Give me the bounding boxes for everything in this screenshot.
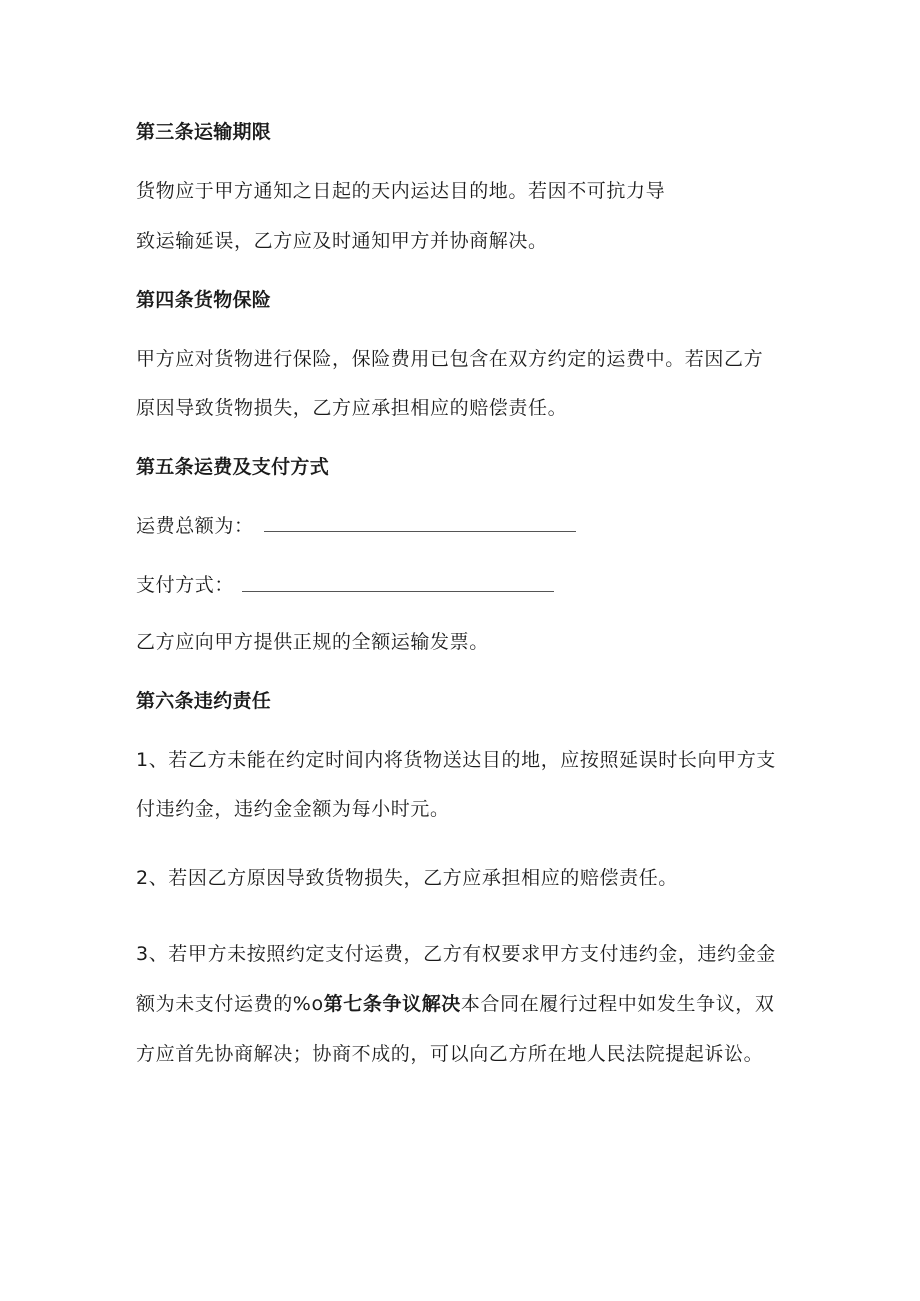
freight-total-blank [264,531,576,532]
liability-item-3-line-1: 3、若甲方未按照约定支付运费，乙方有权要求甲方支付违约金，违约金金 [136,943,776,965]
article-3-text-line-2: 致运输延误，乙方应及时通知甲方并协商解决。 [136,230,548,252]
liability-item-3-line-2-start: 额为未支付运费的%o [136,993,324,1015]
article-5-heading: 第五条运费及支付方式 [136,456,330,478]
liability-item-1-line-1: 1、若乙方未能在约定时间内将货物送达目的地，应按照延误时长向甲方支 [136,749,776,771]
article-7-text-start: 本合同在履行过程中如发生争议，双 [460,993,775,1015]
invoice-clause: 乙方应向甲方提供正规的全额运输发票。 [136,631,489,653]
article-3-heading: 第三条运输期限 [136,121,272,143]
payment-method-label: 支付方式： [136,574,235,596]
article-4-text-line-2: 原因导致货物损失，乙方应承担相应的赔偿责任。 [136,397,568,419]
article-7-heading: 第七条争议解决 [323,993,461,1015]
freight-total-label: 运费总额为： [136,515,254,537]
payment-method-blank [242,591,554,592]
article-4-heading: 第四条货物保险 [136,289,272,311]
article-6-heading: 第六条违约责任 [136,690,272,712]
article-4-text-line-1: 甲方应对货物进行保险，保险费用已包含在双方约定的运费中。若因乙方 [136,348,764,370]
liability-item-3-line-2 [136,992,775,1016]
article-7-text-line-2: 方应首先协商解决；协商不成的，可以向乙方所在地人民法院提起诉讼。 [136,1043,764,1065]
liability-item-1-line-2: 付违约金，违约金金额为每小时元。 [136,798,450,820]
liability-item-2: 2、若因乙方原因导致货物损失，乙方应承担相应的赔偿责任。 [136,867,678,889]
article-3-text-line-1: 货物应于甲方通知之日起的天内运达目的地。若因不可抗力导 [136,180,666,202]
